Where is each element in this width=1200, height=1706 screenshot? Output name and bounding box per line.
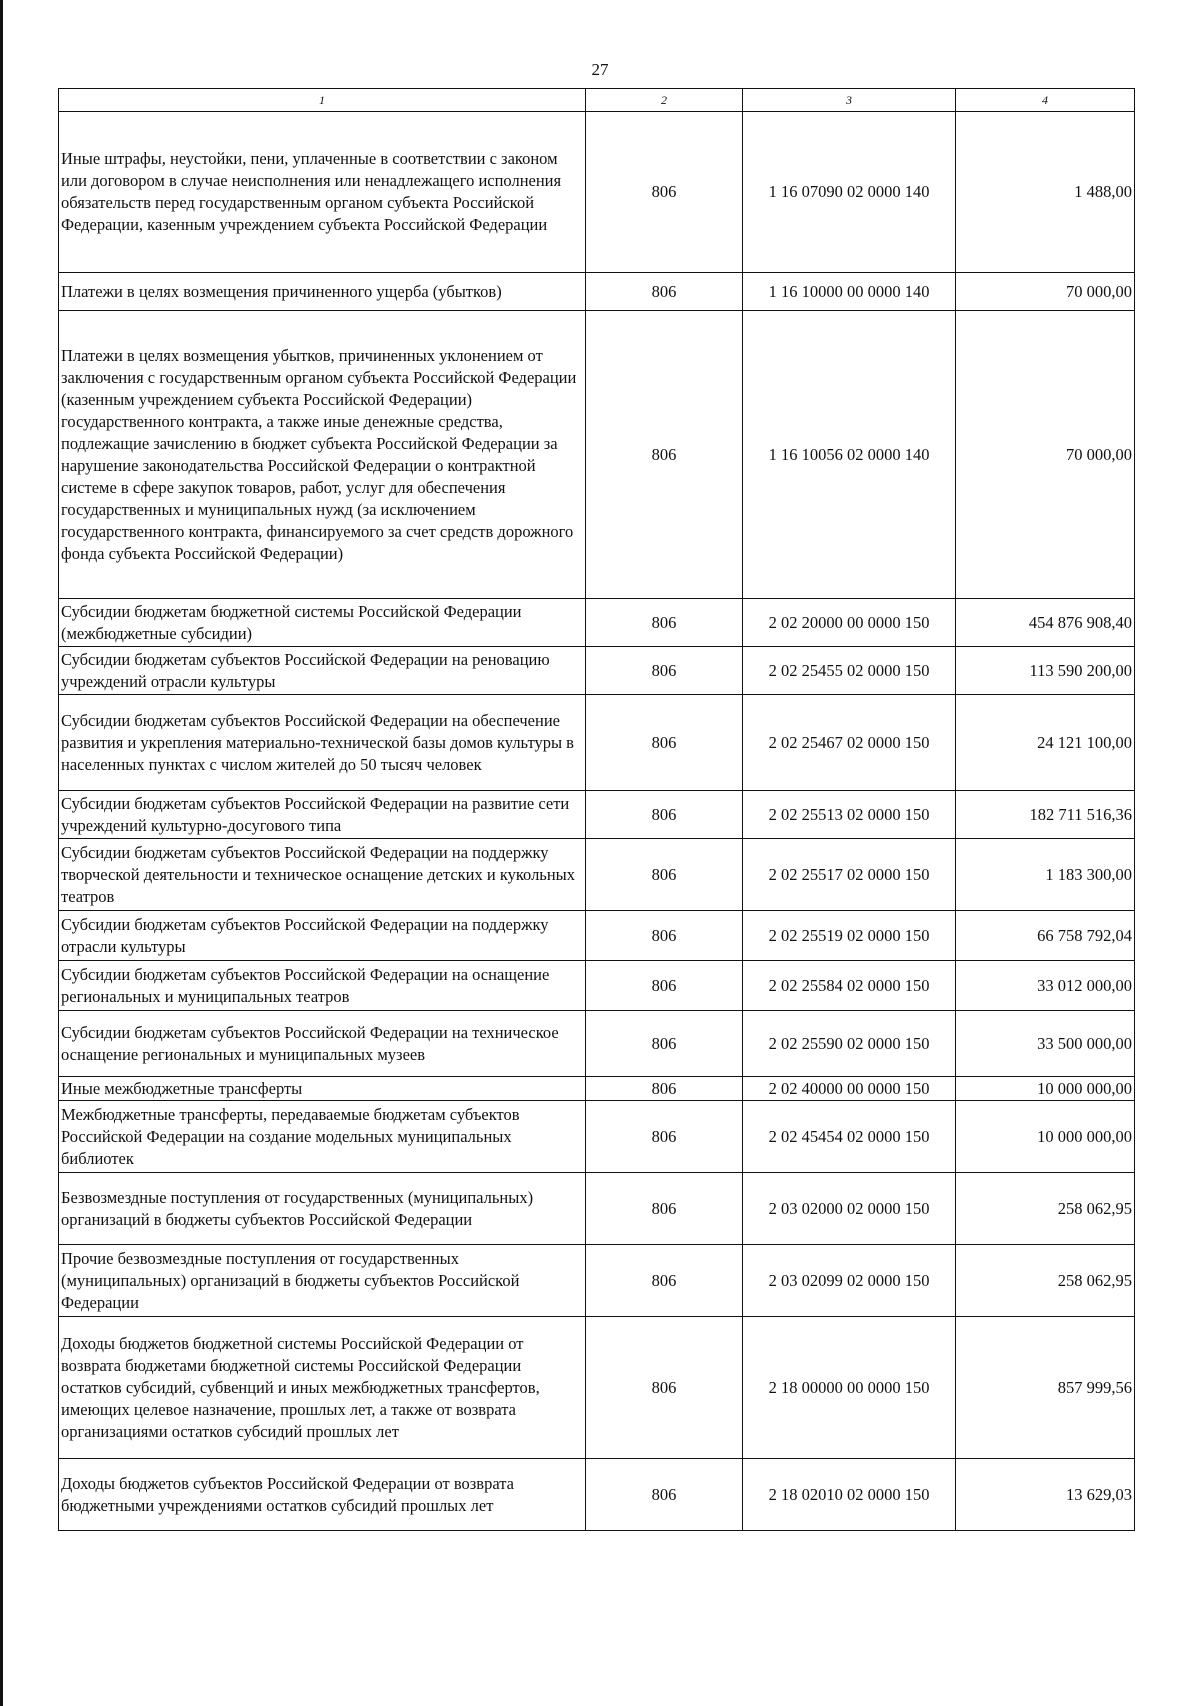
amount: 10 000 000,00	[956, 1101, 1135, 1173]
table-row	[59, 599, 1135, 647]
amount: 10 000 000,00	[956, 1077, 1135, 1101]
amount: 258 062,95	[956, 1173, 1135, 1245]
amount: 1 183 300,00	[956, 839, 1135, 911]
revenue-name: Субсидии бюджетам субъектов Российской Федерации на реновацию учреждений отрасли культуры	[59, 647, 586, 695]
table-row	[59, 1011, 1135, 1077]
amount: 113 590 200,00	[956, 647, 1135, 695]
column-header-1: 1	[59, 89, 586, 112]
amount: 70 000,00	[956, 273, 1135, 311]
admin-code: 806	[586, 911, 743, 961]
table-row	[59, 311, 1135, 599]
table-row	[59, 273, 1135, 311]
revenue-name: Иные штрафы, неустойки, пени, уплаченные в соответствии с законом или договором в случае неисполнения или ненадлежащего исполнения обязательств перед государственным органом субъекта Российской Федерации, казенным учреждением субъекта Российской Федерации	[59, 112, 586, 273]
column-header-2: 2	[586, 89, 743, 112]
revenue-name: Безвозмездные поступления от государственных (муниципальных) организаций в бюджеты субъектов Российской Федерации	[59, 1173, 586, 1245]
table-row	[59, 1077, 1135, 1101]
revenue-name: Субсидии бюджетам субъектов Российской Федерации на поддержку отрасли культуры	[59, 911, 586, 961]
budget-classification-code: 1 16 10056 02 0000 140	[743, 311, 956, 599]
admin-code: 806	[586, 1077, 743, 1101]
admin-code: 806	[586, 961, 743, 1011]
revenue-name: Доходы бюджетов бюджетной системы Российской Федерации от возврата бюджетами бюджетной системы Российской Федерации остатков субсидий, субвенций и иных межбюджетных трансфертов, имеющих целевое назначение, прошлых лет, а также от возврата организациями остатков субсидий прошлых лет	[59, 1317, 586, 1459]
budget-classification-code: 2 18 02010 02 0000 150	[743, 1459, 956, 1531]
revenue-name: Межбюджетные трансферты, передаваемые бюджетам субъектов Российской Федерации на создание модельных муниципальных библиотек	[59, 1101, 586, 1173]
table-row	[59, 1459, 1135, 1531]
table-row	[59, 647, 1135, 695]
page-number: 27	[591, 60, 609, 79]
admin-code: 806	[586, 647, 743, 695]
amount: 454 876 908,40	[956, 599, 1135, 647]
revenue-name: Субсидии бюджетам бюджетной системы Российской Федерации (межбюджетные субсидии)	[59, 599, 586, 647]
budget-classification-code: 2 02 25584 02 0000 150	[743, 961, 956, 1011]
budget-classification-code: 2 02 25513 02 0000 150	[743, 791, 956, 839]
revenue-name: Доходы бюджетов субъектов Российской Федерации от возврата бюджетными учреждениями остатков субсидий прошлых лет	[59, 1459, 586, 1531]
header-row	[59, 89, 1135, 112]
amount: 66 758 792,04	[956, 911, 1135, 961]
budget-classification-code: 2 03 02000 02 0000 150	[743, 1173, 956, 1245]
table-row	[59, 1173, 1135, 1245]
column-header-4: 4	[956, 89, 1135, 112]
budget-classification-code: 2 02 25467 02 0000 150	[743, 695, 956, 791]
admin-code: 806	[586, 695, 743, 791]
admin-code: 806	[586, 273, 743, 311]
table-row	[59, 112, 1135, 273]
amount: 857 999,56	[956, 1317, 1135, 1459]
column-header-3: 3	[743, 89, 956, 112]
budget-classification-code: 2 02 40000 00 0000 150	[743, 1077, 956, 1101]
admin-code: 806	[586, 1317, 743, 1459]
admin-code: 806	[586, 1459, 743, 1531]
revenue-name: Субсидии бюджетам субъектов Российской Федерации на поддержку творческой деятельности и техническое оснащение детских и кукольных театров	[59, 839, 586, 911]
amount: 258 062,95	[956, 1245, 1135, 1317]
amount: 33 500 000,00	[956, 1011, 1135, 1077]
table-row	[59, 961, 1135, 1011]
budget-classification-code: 2 02 45454 02 0000 150	[743, 1101, 956, 1173]
amount: 13 629,03	[956, 1459, 1135, 1531]
revenue-name: Прочие безвозмездные поступления от государственных (муниципальных) организаций в бюджеты субъектов Российской Федерации	[59, 1245, 586, 1317]
revenue-name: Субсидии бюджетам субъектов Российской Федерации на оснащение региональных и муниципальных театров	[59, 961, 586, 1011]
budget-classification-code: 2 02 25519 02 0000 150	[743, 911, 956, 961]
budget-classification-code: 2 18 00000 00 0000 150	[743, 1317, 956, 1459]
admin-code: 806	[586, 1101, 743, 1173]
admin-code: 806	[586, 112, 743, 273]
budget-classification-code: 2 02 25590 02 0000 150	[743, 1011, 956, 1077]
revenue-name: Субсидии бюджетам субъектов Российской Федерации на развитие сети учреждений культурно-досугового типа	[59, 791, 586, 839]
revenue-name: Иные межбюджетные трансферты	[59, 1077, 586, 1101]
scan-edge-line	[0, 0, 3, 1706]
budget-classification-code: 2 03 02099 02 0000 150	[743, 1245, 956, 1317]
budget-classification-code: 2 02 25455 02 0000 150	[743, 647, 956, 695]
revenue-name: Платежи в целях возмещения убытков, причиненных уклонением от заключения с государственным органом субъекта Российской Федерации (казенным учреждением субъекта Российской Федерации) государственного контракта, а также иные денежные средства, подлежащие зачислению в бюджет субъекта Российской Федерации за нарушение законодательства Российской Федерации о контрактной системе в сфере закупок товаров, работ, услуг для обеспечения государственных и муниципальных нужд (за исключением государственного контракта, финансируемого за счет средств дорожного фонда субъекта Российской Федерации)	[59, 311, 586, 599]
amount: 1 488,00	[956, 112, 1135, 273]
table-row	[59, 695, 1135, 791]
revenue-name: Платежи в целях возмещения причиненного ущерба (убытков)	[59, 273, 586, 311]
admin-code: 806	[586, 839, 743, 911]
table-row	[59, 1317, 1135, 1459]
admin-code: 806	[586, 311, 743, 599]
revenue-name: Субсидии бюджетам субъектов Российской Федерации на обеспечение развития и укрепления материально-технической базы домов культуры в населенных пунктах с числом жителей до 50 тысяч человек	[59, 695, 586, 791]
admin-code: 806	[586, 1245, 743, 1317]
amount: 24 121 100,00	[956, 695, 1135, 791]
budget-revenue-table	[58, 88, 1135, 1531]
revenue-name: Субсидии бюджетам субъектов Российской Федерации на техническое оснащение региональных и муниципальных музеев	[59, 1011, 586, 1077]
admin-code: 806	[586, 1011, 743, 1077]
amount: 182 711 516,36	[956, 791, 1135, 839]
amount: 70 000,00	[956, 311, 1135, 599]
admin-code: 806	[586, 599, 743, 647]
table-row	[59, 791, 1135, 839]
table-row	[59, 911, 1135, 961]
budget-classification-code: 2 02 25517 02 0000 150	[743, 839, 956, 911]
admin-code: 806	[586, 1173, 743, 1245]
budget-classification-code: 1 16 10000 00 0000 140	[743, 273, 956, 311]
amount: 33 012 000,00	[956, 961, 1135, 1011]
table-row	[59, 1245, 1135, 1317]
budget-classification-code: 1 16 07090 02 0000 140	[743, 112, 956, 273]
table-row	[59, 839, 1135, 911]
table-row	[59, 1101, 1135, 1173]
budget-classification-code: 2 02 20000 00 0000 150	[743, 599, 956, 647]
admin-code: 806	[586, 791, 743, 839]
